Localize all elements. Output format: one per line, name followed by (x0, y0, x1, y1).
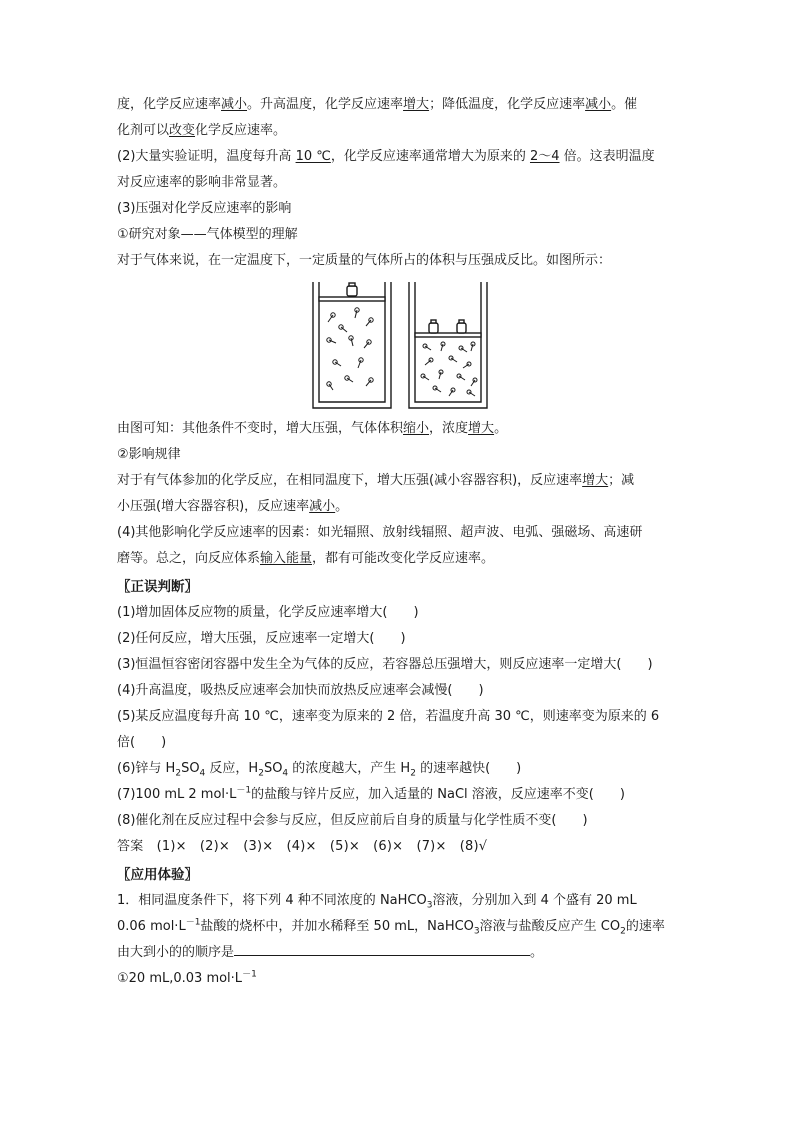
document-page (117, 92, 677, 992)
text-line (117, 92, 677, 118)
underlined-answer: 缩小 (403, 421, 430, 436)
text: 小压强(增大容器容积)，反应速率 (117, 499, 310, 514)
subsection-title: (3)压强对化学反应速率的影响 (117, 201, 292, 216)
text: ①20 mL,0.03 mol·L (117, 971, 243, 986)
text: (7)100 mL 2 mol·L (117, 787, 237, 802)
bracket-left: 〖 (117, 579, 131, 595)
judge-item (117, 756, 677, 782)
bracket-right: 〗 (184, 579, 198, 595)
underlined-answer: 减小 (309, 499, 336, 514)
judge-item: 倍( ) (117, 735, 167, 750)
text: SO (181, 761, 200, 776)
text: 。 (335, 499, 349, 514)
subsection-title: ②影响规律 (117, 447, 181, 462)
text: ，都有可能改变化学反应速率。 (312, 551, 495, 566)
text: 1．相同温度条件下，将下列 4 种不同浓度的 NaHCO (117, 893, 427, 908)
bracket-right: 〗 (184, 867, 198, 883)
gas-pressure-figure (117, 280, 677, 414)
text: 的速率 (625, 919, 665, 934)
text: 对反应速率的影响非常显著。 (117, 175, 287, 190)
text: 化剂可以 (117, 123, 170, 138)
question-line (117, 940, 677, 966)
text: 。 (530, 945, 544, 960)
text: ，浓度 (429, 421, 469, 436)
subscript: 3 (426, 900, 433, 911)
answer-blank[interactable] (234, 941, 530, 956)
text: 。升高温度，化学反应速率 (247, 97, 404, 112)
text: 。 (494, 421, 508, 436)
subsection-title: ①研究对象——气体模型的理解 (117, 227, 298, 242)
text: 溶液与盐酸反应产生 CO (479, 919, 621, 934)
section-heading-text: 应用体验 (130, 867, 185, 883)
underlined-answer: 2～4 (529, 149, 560, 164)
subscript: 4 (199, 768, 206, 779)
answer-line: 答案 (1)× (2)× (3)× (4)× (5)× (6)× (7)× (8)√ (117, 839, 488, 854)
subscript: 2 (410, 768, 416, 779)
question-line (117, 914, 677, 940)
text: 化学反应速率。 (195, 123, 287, 138)
judge-item: (5)某反应温度每升高 10 ℃，速率变为原来的 2 倍，若温度升高 30 ℃，则速率变为原来的 6 (117, 709, 660, 724)
text-line (117, 546, 677, 572)
gas-molecules-right (421, 342, 477, 396)
text: 度，化学反应速率 (117, 97, 222, 112)
underlined-answer: 增大 (468, 421, 495, 436)
text-line (117, 468, 677, 494)
section-heading-apply (117, 862, 677, 888)
text: 的浓度越大，产生 H (288, 761, 411, 776)
text: ，化学反应速率通常增大为原来的 (330, 149, 530, 164)
underlined-answer: 增大 (582, 473, 609, 488)
text: ；减 (608, 473, 635, 488)
text: 0.06 mol·L (117, 919, 186, 934)
judge-item: (1)增加固体反应物的质量，化学反应速率增大( ) (117, 605, 419, 620)
text-line (117, 170, 677, 196)
text: 盐酸的烧杯中，并加水稀释至 50 mL，NaHCO (200, 919, 474, 934)
text: 反应，H (205, 761, 259, 776)
underlined-answer: 增大 (403, 97, 430, 112)
judge-item: (3)恒温恒容密闭容器中发生全为气体的反应，若容器总压强增大，则反应速率一定增大( ) (117, 657, 653, 672)
superscript: －1 (236, 785, 252, 796)
text: 倍。这表明温度 (559, 149, 655, 164)
text: 由图可知：其他条件不变时，增大压强，气体体积 (117, 421, 404, 436)
text-line (117, 416, 677, 442)
judge-item: (4)升高温度，吸热反应速率会加快而放热反应速率会减慢( ) (117, 683, 484, 698)
text-line (117, 118, 677, 144)
text-line: (4)其他影响化学反应速率的因素：如光辐照、放射线辐照、超声波、电弧、强磁场、高速研 (117, 525, 643, 540)
text: (2)大量实验证明，温度每升高 (117, 149, 296, 164)
underlined-answer: 改变 (169, 123, 196, 138)
superscript: －1 (185, 917, 201, 928)
superscript: －1 (242, 969, 257, 980)
text-line (117, 494, 677, 520)
question-line (117, 888, 677, 914)
bracket-left: 〖 (117, 867, 131, 883)
underlined-answer: 减小 (221, 97, 248, 112)
underlined-answer: 减小 (585, 97, 612, 112)
text: SO (263, 761, 283, 776)
subscript: 4 (282, 768, 289, 779)
gas-container-diagram (311, 280, 501, 410)
text-line: 对于气体来说，在一定温度下，一定质量的气体所占的体积与压强成反比。如图所示： (117, 253, 612, 268)
text: 的速率越快( ) (415, 761, 522, 776)
text: 的盐酸与锌片反应，加入适量的 NaCl 溶液，反应速率不变( ) (251, 787, 625, 802)
text-line (117, 144, 677, 170)
text: ；降低温度，化学反应速率 (429, 97, 586, 112)
underlined-answer: 输入能量 (260, 551, 313, 566)
subscript: 2 (175, 768, 182, 779)
section-heading-judge (117, 574, 677, 600)
container-high-pressure (409, 282, 487, 408)
gas-molecules-left (327, 308, 373, 390)
text: 对于有气体参加的化学反应，在相同温度下，增大压强(减小容器容积)，反应速率 (117, 473, 583, 488)
text: 溶液，分别加入到 4 个盛有 20 mL (432, 893, 637, 908)
text: 由大到小的的顺序是 (117, 945, 235, 960)
subscript: 2 (620, 926, 626, 937)
container-low-pressure (313, 282, 391, 408)
judge-item: (8)催化剂在反应过程中会参与反应，但反应前后自身的质量与化学性质不变( ) (117, 813, 588, 828)
subscript: 2 (258, 768, 264, 779)
text: (6)锌与 H (117, 761, 176, 776)
text: 磨等。总之，向反应体系 (117, 551, 261, 566)
option-line (117, 966, 677, 992)
judge-item (117, 782, 677, 808)
underlined-answer: 10 ℃ (295, 149, 331, 164)
subscript: 3 (473, 926, 480, 937)
section-heading-text: 正误判断 (130, 579, 185, 595)
text: 。催 (611, 97, 638, 112)
judge-item: (2)任何反应，增大压强，反应速率一定增大( ) (117, 631, 406, 646)
